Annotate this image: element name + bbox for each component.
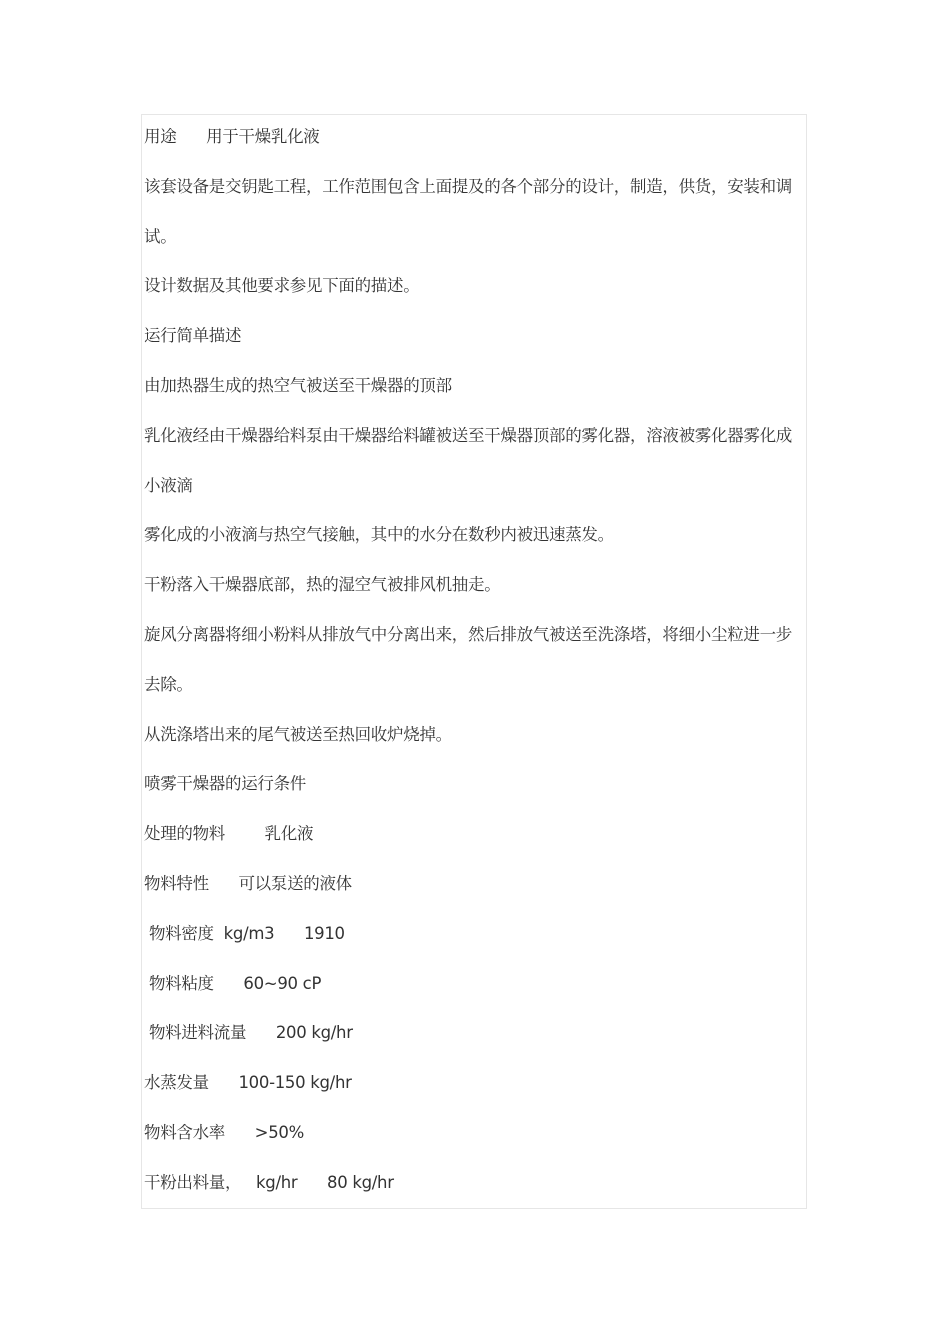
usage-line: 用途 用于干燥乳化液: [144, 127, 320, 146]
conditions-heading: 喷雾干燥器的运行条件: [144, 774, 307, 794]
condition-moisture: 物料含水率 >50%: [144, 1122, 304, 1142]
operation-step-cyclone: 旋风分离器将细小粉料从排放气中分离出来，然后排放气被送至洗涤塔，将细小尘粒进一步: [144, 624, 793, 644]
operation-step-heater: 由加热器生成的热空气被送至干燥器的顶部: [144, 375, 452, 395]
condition-feed-rate: 物料进料流量 200 kg/hr: [144, 1023, 353, 1043]
operation-step-atomizer-continued: 小液滴: [144, 475, 193, 495]
condition-density: 物料密度 kg/m3 1910: [144, 923, 345, 943]
condition-property: 物料特性 可以泵送的液体: [144, 873, 352, 893]
scope-line: 该套设备是交钥匙工程，工作范围包含上面提及的各个部分的设计，制造，供货，安装和调: [144, 176, 793, 196]
operation-step-cyclone-continued: 去除。: [144, 674, 193, 694]
condition-viscosity: 物料粘度 60~90 cP: [144, 973, 322, 993]
condition-material: 处理的物料 乳化液: [144, 824, 314, 844]
operation-step-exhaust: 从洗涤塔出来的尾气被送至热回收炉烧掉。: [144, 724, 452, 744]
operation-step-evaporation: 雾化成的小液滴与热空气接触，其中的水分在数秒内被迅速蒸发。: [144, 525, 614, 545]
operation-step-powder: 干粉落入干燥器底部，热的湿空气被排风机抽走。: [144, 575, 501, 595]
scope-line-continued: 试。: [144, 226, 177, 246]
document-body: [144, 112, 812, 1208]
design-data-line: 设计数据及其他要求参见下面的描述。: [144, 276, 420, 296]
condition-evaporation: 水蒸发量 100-150 kg/hr: [144, 1073, 352, 1093]
operation-heading: 运行简单描述: [144, 326, 242, 346]
operation-step-atomizer: 乳化液经由干燥器给料泵由干燥器给料罐被送至干燥器顶部的雾化器，溶液被雾化器雾化成: [144, 425, 793, 445]
condition-output: 干粉出料量， kg/hr 80 kg/hr: [144, 1172, 394, 1192]
